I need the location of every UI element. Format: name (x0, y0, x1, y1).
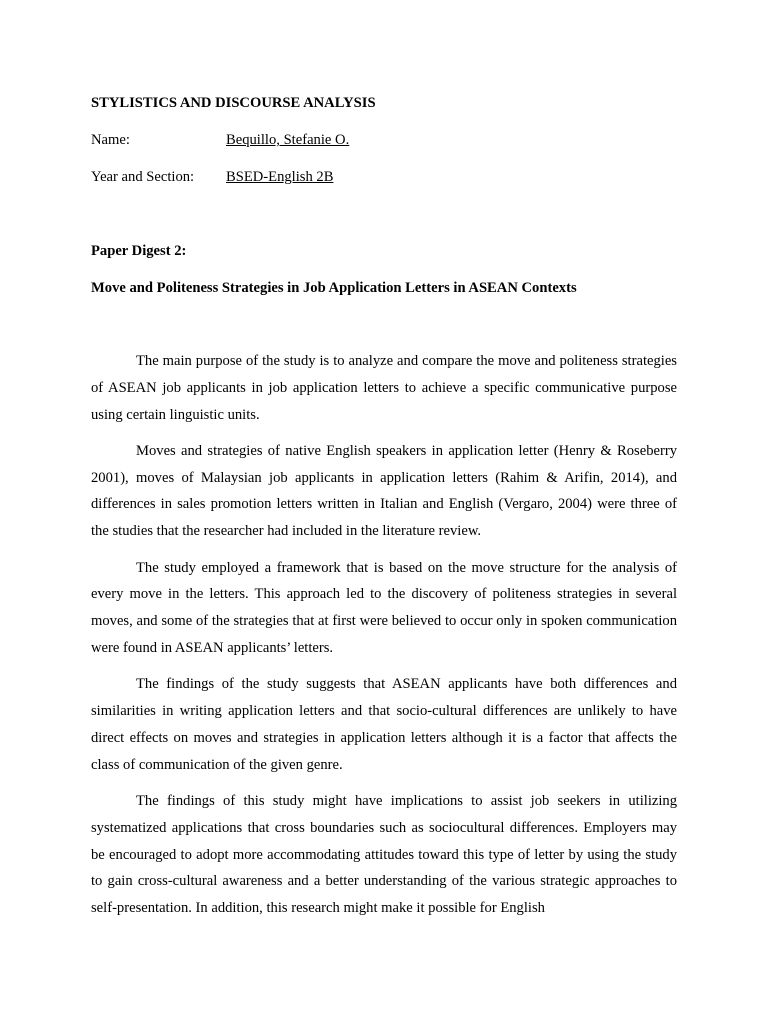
course-title: STYLISTICS AND DISCOURSE ANALYSIS (91, 95, 376, 111)
name-label: Name: (91, 132, 130, 148)
name-value: Bequillo, Stefanie O. (226, 132, 350, 148)
section-label: Year and Section: (91, 169, 195, 185)
paragraph: Moves and strategies of native English speakers in application letter (Henry & Roseberry 2001), moves of Malaysian job applicants in application letters (Rahim & Arifin, 2014), and differences in sales promotion letters written in Italian and English (Vergaro, 2004) were three of the studies that the researcher had included in the literature review. (91, 442, 677, 540)
paper-title: Move and Politeness Strategies in Job Application Letters in ASEAN Contexts (91, 280, 577, 296)
digest-label: Paper Digest 2: (91, 243, 187, 259)
body-text (91, 348, 677, 922)
paragraph: The main purpose of the study is to analyze and compare the move and politeness strategies of ASEAN job applicants in job application letters to achieve a specific communicative purpose using certain linguistic units. (91, 353, 677, 423)
section-value: BSED-English 2B (226, 169, 334, 185)
paragraph: The findings of this study might have implications to assist job seekers in utilizing systematized applications that cross boundaries such as sociocultural differences. Employers may be encouraged to adopt more accommodating attitudes toward this type of letter by using the study to gain cross-cultural awareness and a better understanding of the various strategic approaches to self-presentation. In addition, this research might make it possible for English (91, 792, 677, 917)
paragraph: The findings of the study suggests that ASEAN applicants have both differences and similarities in writing application letters and that socio-cultural differences are unlikely to have direct effects on moves and strategies in application letters although it is a factor that affects the class of communication of the given genre. (91, 676, 677, 773)
paragraph: The study employed a framework that is based on the move structure for the analysis of every move in the letters. This approach led to the discovery of politeness strategies in several moves, and some of the strategies that at first were believed to occur only in spoken communication were found in ASEAN applicants’ letters. (91, 559, 677, 656)
